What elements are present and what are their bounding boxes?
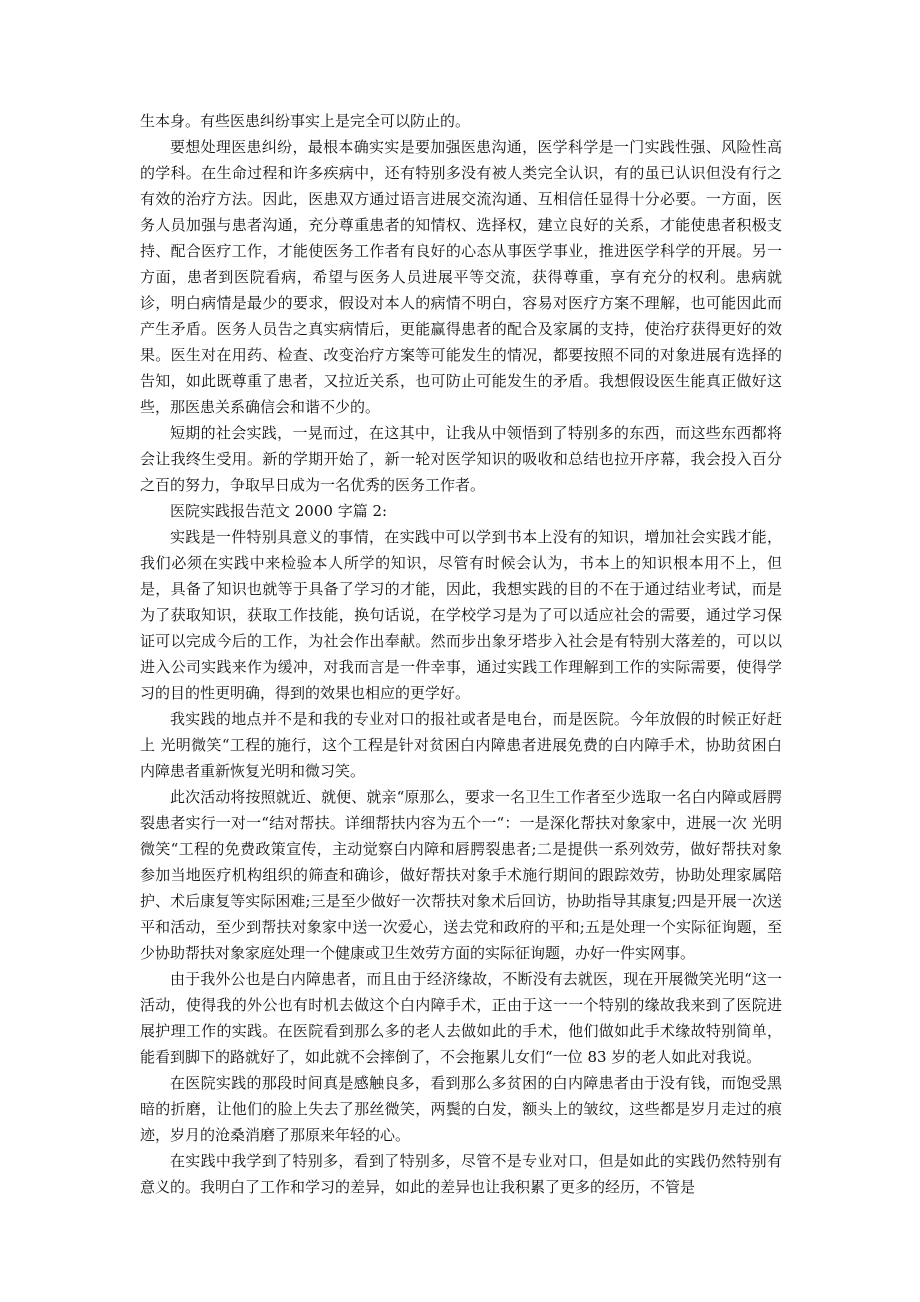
paragraph-summary: 短期的社会实践，一晃而过，在这其中，让我从中领悟到了特别多的东西，而这些东西都将会让我终生受用。新的学期开始了，新一轮对医学知识的吸收和总结也拉开序幕，我会投入百分之百的努力，争取早日成为一名优秀的医务工作者。 xyxy=(140,424,782,494)
paragraph-practice-location: 我实践的地点并不是和我的专业对口的报社或者是电台，而是医院。今年放假的时候正好赶上 光明微笑“工程的施行，这个工程是针对贫困白内障患者进展免费的白内障手术，协助贫困白内障患者重新恢复光明和微习笑。 xyxy=(140,710,782,780)
section-heading: 医院实践报告范文 2000 字篇 2: xyxy=(170,502,388,520)
paragraph-reflection: 在医院实践的那段时间真是感触良多，看到那么多贫困的白内障患者由于没有钱，而饱受黑暗的折磨，让他们的脸上失去了那丝微笑，两鬓的白发，额头上的皱纹，这些都是岁月走过的痕迹，岁月的沧桑消磨了那原来年轻的心。 xyxy=(140,1074,782,1144)
paragraph-learning: 在实践中我学到了特别多，看到了特别多，尽管不是专业对口，但是如此的实践仍然特别有意义的。我明白了工作和学习的差异，如此的差异也让我积累了更多的经历，不管是 xyxy=(140,1152,782,1196)
paragraph-continuation: 生本身。有些医患纠纷事实上是完全可以防止的。 xyxy=(140,112,471,130)
paragraph-grandfather: 由于我外公也是白内障患者，而且由于经济缘故，不断没有去就医，现在开展微笑光明“这一活动，使得我的外公也有时机去做这个白内障手术，正由于这一一个特别的缘故我来到了医院进展护理工作的实践。在医院看到那么多的老人去做如此的手术，他们做如此手术缘故特别简单，能看到脚下的路就好了，如此就不会摔倒了，不会拖累儿女们“一位 83 岁的老人如此对我说。 xyxy=(140,970,782,1066)
document-page xyxy=(140,108,782,1200)
paragraph-practice-meaning: 实践是一件特别具意义的事情，在实践中可以学到书本上没有的知识，增加社会实践才能，我们必须在实践中来检验本人所学的知识，尽管有时候会认为，书本上的知识根本用不上，但是，具备了知识也就等于具备了学习的才能，因此，我想实践的目的不在于通过结业考试，而是为了获取知识，获取工作技能，换句话说，在学校学习是为了可以适应社会的需要，通过学习保证可以完成今后的工作，为社会作出奉献。然而步出象牙塔步入社会是有特别大落差的，可以以进入公司实践来作为缓冲，对我而言是一件幸事，通过实践工作理解到工作的实际需要，使得学习的目的性更明确，得到的效果也相应的更学好。 xyxy=(140,528,782,702)
paragraph-activity-details: 此次活动将按照就近、就便、就亲“原那么，要求一名卫生工作者至少选取一名白内障或唇腭裂患者实行一对一“结对帮扶。详细帮扶内容为五个一“：一是深化帮扶对象家中，进展一次 光明微笑“工程的免费政策宣传，主动觉察白内障和唇腭裂患者;二是提供一系列效劳，做好帮扶对象参加当地医疗机构组织的筛查和确诊，做好帮扶对象手术施行期间的跟踪效劳，协助处理家属陪护、术后康复等实际困难;三是至少做好一次帮扶对象术后回访，协助指导其康复;四是开展一次送平和活动，至少到帮扶对象家中送一次爱心，送去党和政府的平和;五是处理一个实际征询题，至少协助帮扶对象家庭处理一个健康或卫生效劳方面的实际征询题，办好一件实网事。 xyxy=(140,788,782,962)
paragraph-doctor-patient-communication: 要想处理医患纠纷，最根本确实实是要加强医患沟通，医学科学是一门实践性强、风险性高的学科。在生命过程和许多疾病中，还有特别多没有被人类完全认识，有的虽已认识但没有行之有效的治疗方法。因此，医患双方通过语言进展交流沟通、互相信任显得十分必要。一方面，医务人员加强与患者沟通，充分尊重患者的知情权、选择权，建立良好的关系，才能使患者积极支持、配合医疗工作，才能使医务工作者有良好的心态从事医学事业，推进医学科学的开展。另一方面，患者到医院看病，希望与医务人员进展平等交流，获得尊重，享有充分的权利。患病就诊，明白病情是最少的要求，假设对本人的病情不明白，容易对医疗方案不理解，也可能因此而产生矛盾。医务人员告之真实病情后，更能赢得患者的配合及家属的支持，使治疗获得更好的效果。医生对在用药、检查、改变治疗方案等可能发生的情况，都要按照不同的对象进展有选择的告知，如此既尊重了患者，又拉近关系，也可防止可能发生的矛盾。我想假设医生能真正做好这些，那医患关系确信会和谐不少的。 xyxy=(140,138,782,416)
